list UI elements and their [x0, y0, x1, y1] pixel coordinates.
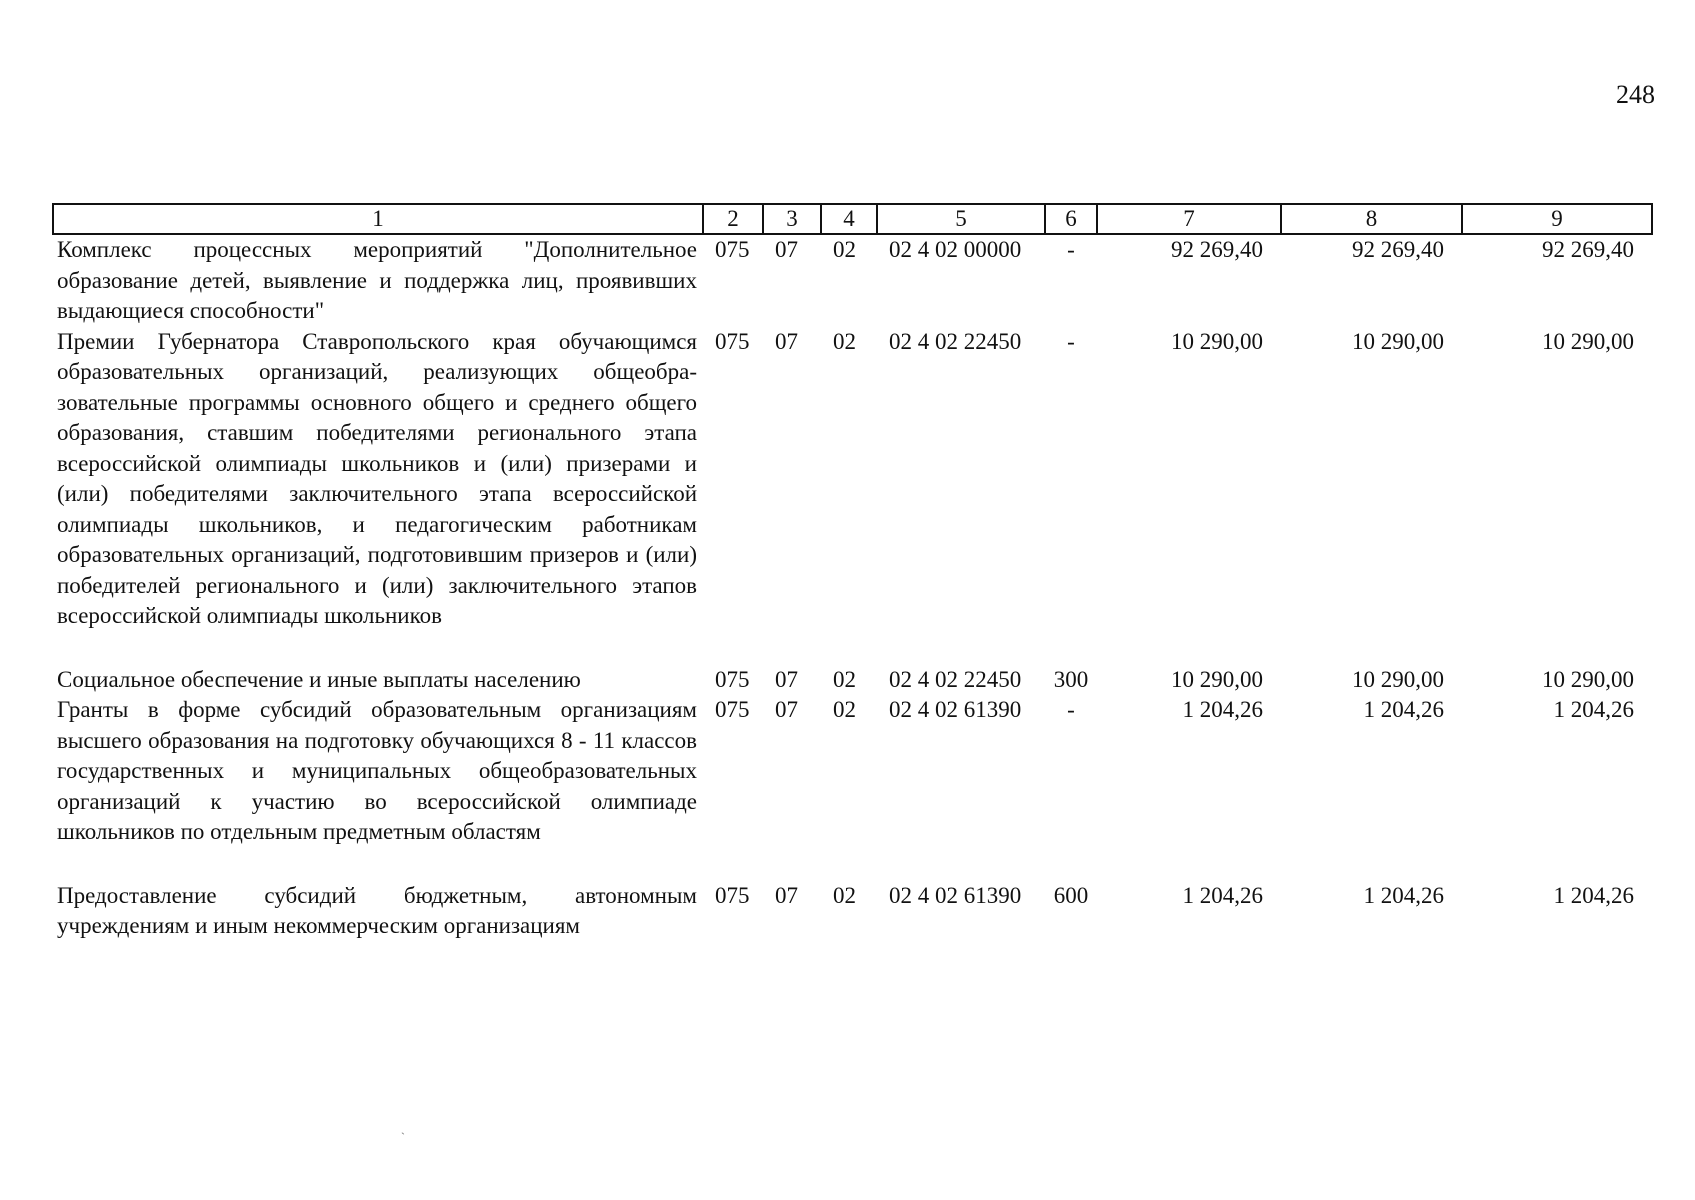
row-name: Социальное обеспечение и иные выплаты населению: [57, 666, 581, 692]
row-ministry-code: 075: [715, 882, 750, 908]
row-section-code: 07: [775, 882, 798, 908]
row-ministry-code: 075: [715, 697, 750, 722]
row-name: Предоставление субсидий бюджетным, автономным учреждениям и иным некоммерческим организациям: [57, 882, 697, 938]
row-name: Гранты в форме субсидий образовательным организациям высшего образования на подготовку обучающихся 8 - 11 классов государственных и муниципальных общеобразовательных организаций к участию во всероссийской олимпиаде школьников по отдельным предметным областям: [57, 697, 697, 844]
header-col-8: 8: [1281, 204, 1462, 234]
table-row: [53, 881, 1652, 942]
row-amount-7: 1 204,26: [1182, 697, 1263, 722]
row-expense-type: 600: [1053, 882, 1089, 908]
row-expense-type: 300: [1053, 666, 1089, 692]
row-amount-8: 10 290,00: [1352, 666, 1444, 692]
row-amount-8: 1 204,26: [1363, 882, 1444, 908]
row-expense-type: -: [1067, 237, 1075, 262]
row-section-code: 07: [775, 237, 798, 262]
stray-mark: `: [401, 1130, 405, 1144]
row-ministry-code: 075: [715, 666, 750, 692]
row-target-code: 02 4 02 22450: [889, 328, 1022, 354]
header-col-1: 1: [53, 204, 703, 234]
row-name: Комплекс процессных мероприятий "Дополнительное образование детей, выявление и поддержка лиц, проявивших выдающиеся способности": [57, 237, 697, 323]
header-col-5: 5: [877, 204, 1045, 234]
table-row: [53, 665, 1652, 696]
row-amount-8: 10 290,00: [1352, 328, 1444, 354]
row-amount-9: 10 290,00: [1542, 328, 1634, 354]
row-section-code: 07: [775, 697, 798, 722]
header-col-9: 9: [1462, 204, 1652, 234]
row-amount-9: 92 269,40: [1542, 237, 1634, 262]
row-amount-7: 1 204,26: [1182, 882, 1263, 908]
row-subsection-code: 02: [833, 882, 856, 908]
row-ministry-code: 075: [715, 328, 750, 354]
row-amount-8: 92 269,40: [1352, 237, 1444, 262]
row-amount-9: 1 204,26: [1553, 882, 1634, 908]
table-row: [53, 327, 1652, 665]
header-col-7: 7: [1097, 204, 1281, 234]
row-ministry-code: 075: [715, 237, 750, 262]
row-amount-9: 10 290,00: [1542, 666, 1634, 692]
header-col-3: 3: [763, 204, 821, 234]
table-row: [53, 234, 1652, 327]
header-col-2: 2: [703, 204, 763, 234]
row-amount-7: 10 290,00: [1171, 328, 1263, 354]
row-subsection-code: 02: [833, 237, 856, 262]
row-section-code: 07: [775, 666, 798, 692]
row-amount-8: 1 204,26: [1363, 697, 1444, 722]
row-amount-7: 92 269,40: [1171, 237, 1263, 262]
row-name: Премии Губернатора Ставропольского края обучающимся образовательных организаций, реализующих общеобразовательные программы основного общего и среднего общего образования, ставшим победителями регионального этапа всероссийской олимпиады школьников и (или) призерами и (или) победителями заключительного этапа всероссийской олимпиады школьников, и педагогическим работникам образовательных организаций, подготовившим призеров и (или) победителей регионального и (или) заключительного этапов всероссийской олимпиады школьников: [57, 328, 697, 628]
table-row: [53, 695, 1652, 881]
row-expense-type: -: [1067, 328, 1075, 354]
row-target-code: 02 4 02 61390: [889, 882, 1022, 908]
row-amount-9: 1 204,26: [1553, 697, 1634, 722]
table-body: [53, 234, 1652, 942]
budget-table: [52, 203, 1653, 942]
header-col-4: 4: [821, 204, 877, 234]
header-col-6: 6: [1045, 204, 1097, 234]
row-amount-7: 10 290,00: [1171, 666, 1263, 692]
row-expense-type: -: [1067, 697, 1075, 722]
table-header: [53, 204, 1652, 234]
row-subsection-code: 02: [833, 328, 856, 354]
page-number: 248: [1616, 80, 1655, 109]
row-target-code: 02 4 02 61390: [889, 697, 1022, 722]
row-subsection-code: 02: [833, 697, 856, 722]
row-target-code: 02 4 02 00000: [889, 237, 1022, 262]
row-target-code: 02 4 02 22450: [889, 666, 1022, 692]
header-row: [53, 204, 1652, 234]
row-section-code: 07: [775, 328, 798, 354]
row-subsection-code: 02: [833, 666, 856, 692]
